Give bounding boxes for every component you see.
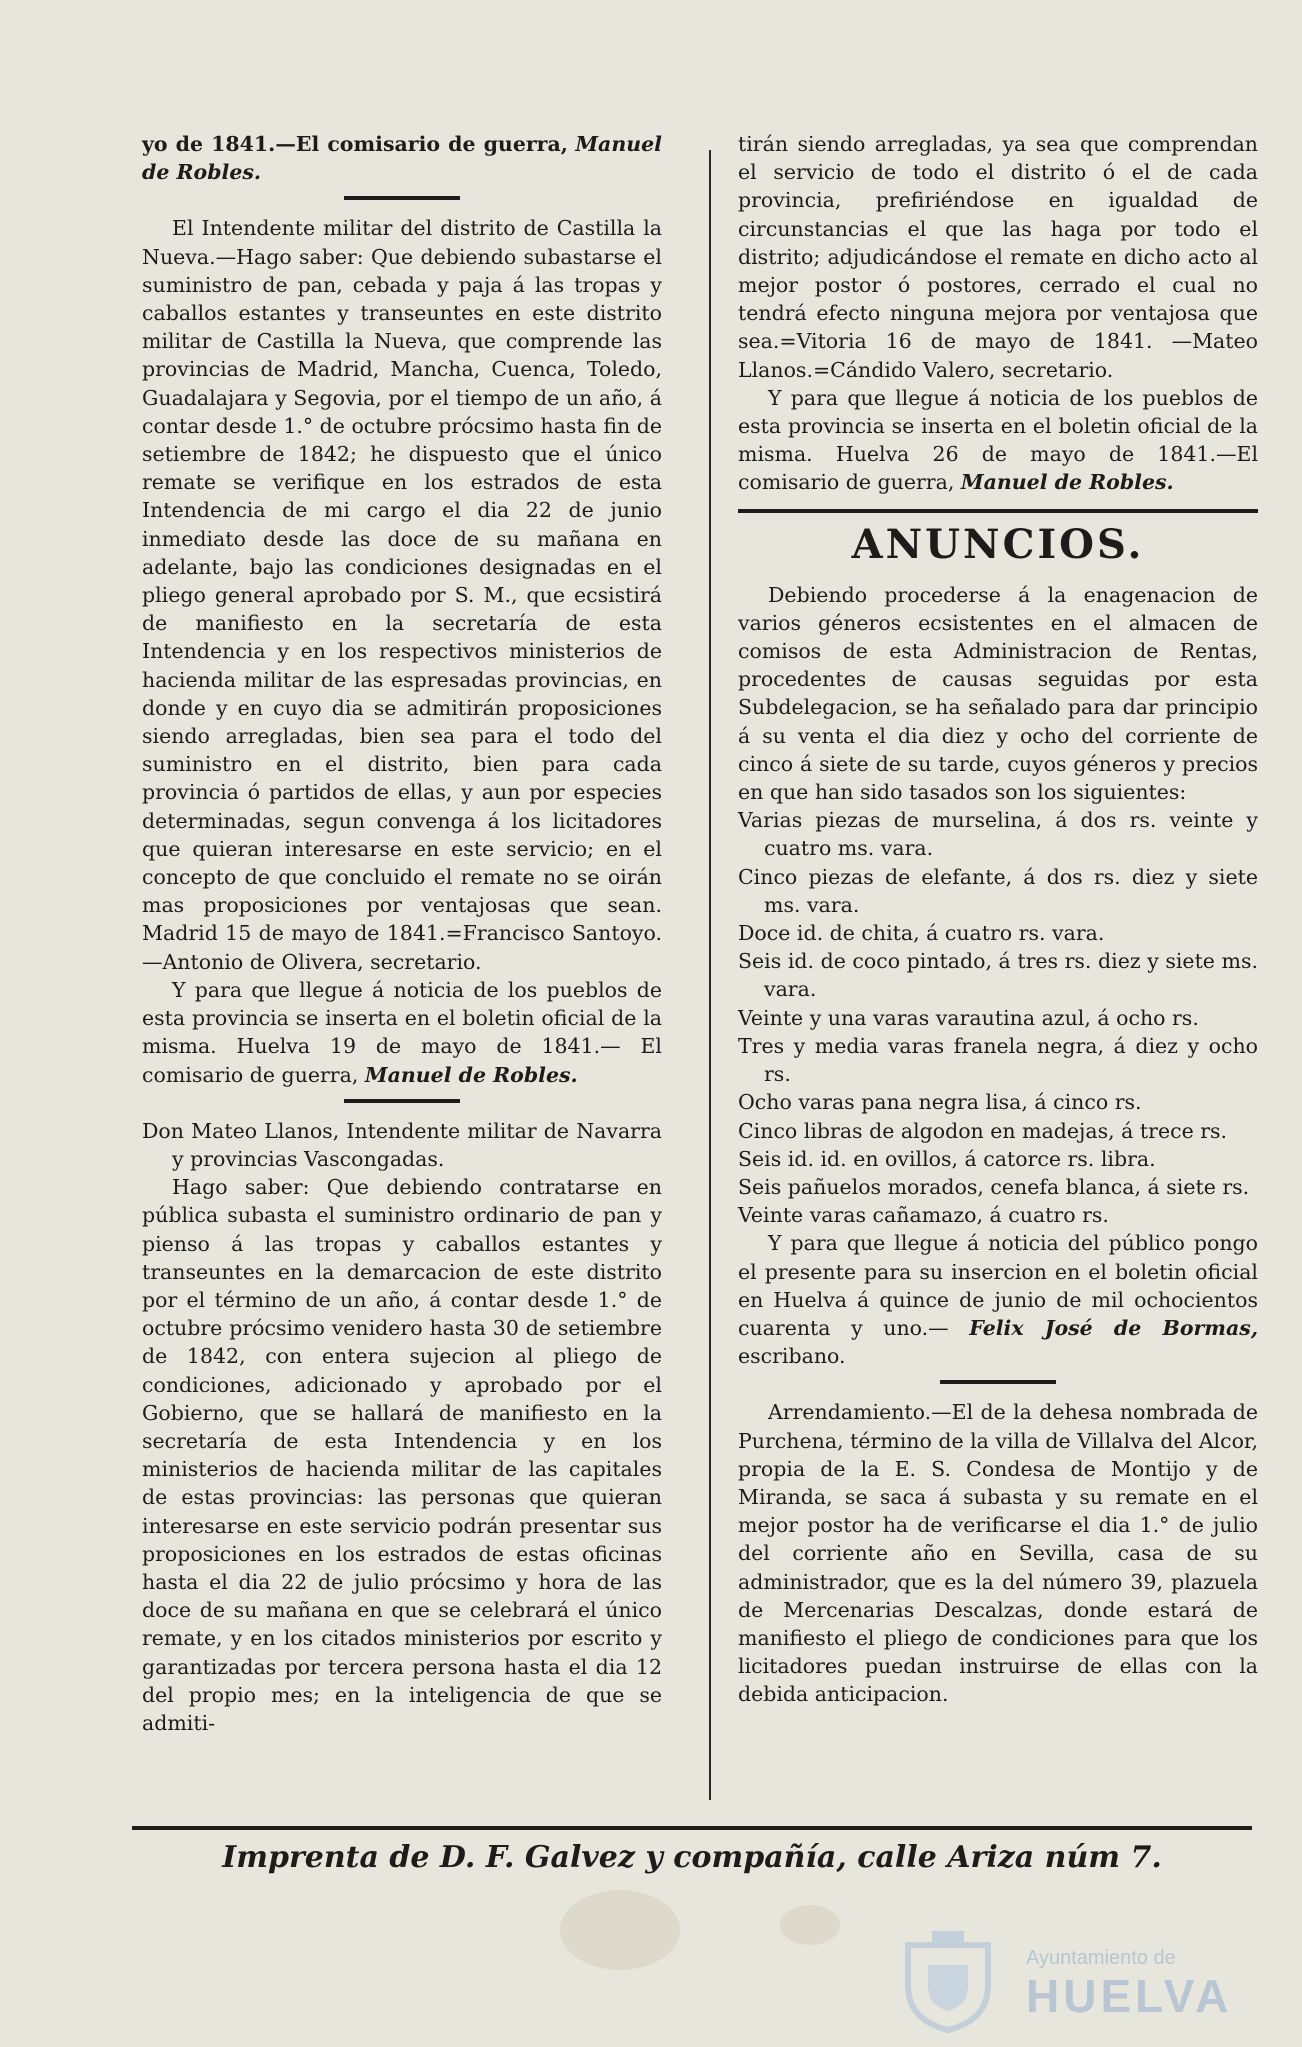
watermark xyxy=(888,1925,1233,2035)
section-rule xyxy=(344,196,460,200)
watermark-title: HUELVA xyxy=(1026,1970,1233,2022)
paper-stain xyxy=(560,1890,680,1970)
signature: Felix José de Bormas, xyxy=(969,1315,1258,1340)
notice-body-continued: tirán siendo arregladas, ya sea que comprendan el servicio de todo el distrito ó el de cada provincia, prefiriéndose en igualdad de circunstancias el que las haga por todo el distrito; adjudicándose el remate en dicho acto al mejor postor ó postores, cerrado el cual no tendrá efecto ninguna mejora por ventajosa que sea.=Vitoria 16 de mayo de 1841. —Mateo Llanos.=Cándido Valero, secretario. xyxy=(738,132,1258,382)
goods-item: Veinte y una varas varautina azul, á ocho rs. xyxy=(738,1005,1199,1030)
goods-item: Cinco piezas de elefante, á dos rs. diez y siete ms. vara. xyxy=(738,864,1258,917)
goods-list xyxy=(738,806,1258,1229)
paper-stain xyxy=(780,1905,840,1945)
right-column xyxy=(738,130,1258,1709)
intro-tail xyxy=(142,130,662,186)
announcement-footer-text: Y para que llegue á noticia del público pongo el presente para su insercion en el boletin oficial en Huelva á quince de junio de mil ochocientos cuarenta y uno.— xyxy=(738,1231,1258,1340)
notice-body: El Intendente militar del distrito de Castilla la Nueva.—Hago saber: Que debiendo subastarse el suministro de pan, cebada y paja á las tropas y caballos estantes y transeuntes en este distrito militar de Castilla la Nueva, que comprende las provincias de Madrid, Mancha, Cuenca, Toledo, Guadalajara y Segovia, por el tiempo de un año, á contar desde 1.° de octubre prócsimo hasta fin de setiembre de 1842; he dispuesto que el único remate se verifique en los estrados de esta Intendencia de mi cargo el dia 22 de junio inmediato desde las doce de su mañana en adelante, bajo las condiciones designadas en el pliego general aprobado por S. M., que ecsistirá de manifiesto en la secretaría de esta Intendencia y en los respectivos ministerios de hacienda militar de las espresadas provincias, en donde y en cuyo dia se admitirán proposiciones siendo arregladas, bien sea para el todo del suministro en el distrito, bien para cada provincia ó partidos de ellas, y aun por especies determinadas, segun convenga á los licitadores que quieran interesarse en este servicio; en el concepto de que concluido el remate no se oirán mas proposiciones por ventajosas que sean. Madrid 15 de mayo de 1841.=Francisco Santoyo. —Antonio de Olivera, secretario. xyxy=(142,216,662,974)
goods-item: Seis id. id. en ovillos, á catorce rs. libra. xyxy=(738,1146,1156,1171)
signature: Manuel de Robles. xyxy=(142,132,662,185)
signature: Manuel de Robles. xyxy=(960,470,1174,495)
section-rule xyxy=(940,1380,1056,1384)
notice-footer xyxy=(142,976,662,1089)
lease-notice: Arrendamiento.—El de la dehesa nombrada de Purchena, término de la villa de Villalva del Alcor, propia de la E. S. Condesa de Montijo y de Miranda, se saca á subasta y su remate en el mejor postor ha de verificarse el dia 1.° de julio del corriente año en Sevilla, casa de su administrador, que es la del número 39, plazuela de Mercenarias Descalzas, donde estará de manifiesto el pliego de condiciones para que los licitadores puedan instruirse de ellas con la debida anticipacion. xyxy=(738,1400,1258,1707)
column-divider xyxy=(709,150,711,1800)
goods-item: Ocho varas pana negra lisa, á cinco rs. xyxy=(738,1090,1142,1115)
goods-item: Tres y media varas franela negra, á diez y ocho rs. xyxy=(738,1033,1258,1087)
intro-tail-text: yo de 1841.—El comisario de guerra, xyxy=(142,132,568,156)
goods-item: Seis pañuelos morados, cenefa blanca, á siete rs. xyxy=(738,1174,1250,1199)
announcement-intro: Debiendo procederse á la enagenacion de varios géneros ecsistentes en el almacen de comisos de esta Administracion de Rentas, procedentes de causas seguidas por esta Subdelegacion, se ha señalado para dar principio á su venta el dia diez y ocho del corriente de cinco á siete de su tarde, cuyos géneros y precios en que han sido tasados son los siguientes: xyxy=(738,582,1258,805)
goods-item: Doce id. de chita, á cuatro rs. vara. xyxy=(738,921,1105,946)
notice-footer-text: Y para que llegue á noticia de los pueblos de esta provincia se inserta en el boletin oficial de la misma. Huelva 26 de mayo de 1841.—El comisario de guerra, xyxy=(738,385,1258,495)
goods-item: Cinco libras de algodon en madejas, á trece rs. xyxy=(738,1118,1228,1143)
notice-footer xyxy=(738,384,1258,497)
notice-heading: Don Mateo Llanos, Intendente militar de Navarra y provincias Vascongadas. xyxy=(142,1118,662,1171)
watermark-subtitle: Ayuntamiento de xyxy=(1026,1947,1176,1969)
goods-item: Veinte varas cañamazo, á cuatro rs. xyxy=(738,1203,1109,1228)
notice-body: Hago saber: Que debiendo contratarse en pública subasta el suministro ordinario de pan y pienso á las tropas y caballos estantes y transeuntes en la demarcacion de este distrito por el término de un año, á contar desde 1.° de octubre prócsimo venidero hasta 30 de setiembre de 1842, con entera sujecion al pliego de condiciones, adicionado y aprobado por el Gobierno, que se hallará de manifiesto en la secretaría de esta Intendencia y en los ministerios de hacienda militar de las capitales de estas provincias: las personas que quieran interesarse en este servicio podrán presentar sus proposiciones en los estrados de estas oficinas hasta el dia 22 de julio prócsimo y hora de las doce de su mañana en que se celebrará el único remate, y en los citados ministerios por escrito y garantizadas por tercera persona hasta el dia 12 del propio mes; en la inteligencia de que se admiti- xyxy=(142,1175,662,1735)
signature: Manuel de Robles. xyxy=(364,1062,578,1087)
goods-item: Varias piezas de murselina, á dos rs. veinte y cuatro ms. vara. xyxy=(738,808,1258,861)
imprint: Imprenta de D. F. Galvez y compañía, calle Ariza núm 7. xyxy=(222,1840,1162,1875)
section-rule xyxy=(344,1099,460,1103)
city-crest-icon xyxy=(888,1925,1008,2035)
goods-item: Seis id. de coco pintado, á tres rs. diez y siete ms. vara. xyxy=(738,949,1258,1002)
section-heading: ANUNCIOS. xyxy=(851,520,1145,568)
signature-title: escribano. xyxy=(738,1344,846,1369)
announcement-footer xyxy=(738,1229,1258,1370)
notice-footer-text: Y para que llegue á noticia de los pueblos de esta provincia se inserta en el boletin oficial de la misma. Huelva 19 de mayo de 1841.— El comisario de guerra, xyxy=(142,977,662,1087)
left-column xyxy=(142,130,662,1737)
section-rule xyxy=(738,509,1258,513)
footer-rule xyxy=(132,1826,1252,1830)
